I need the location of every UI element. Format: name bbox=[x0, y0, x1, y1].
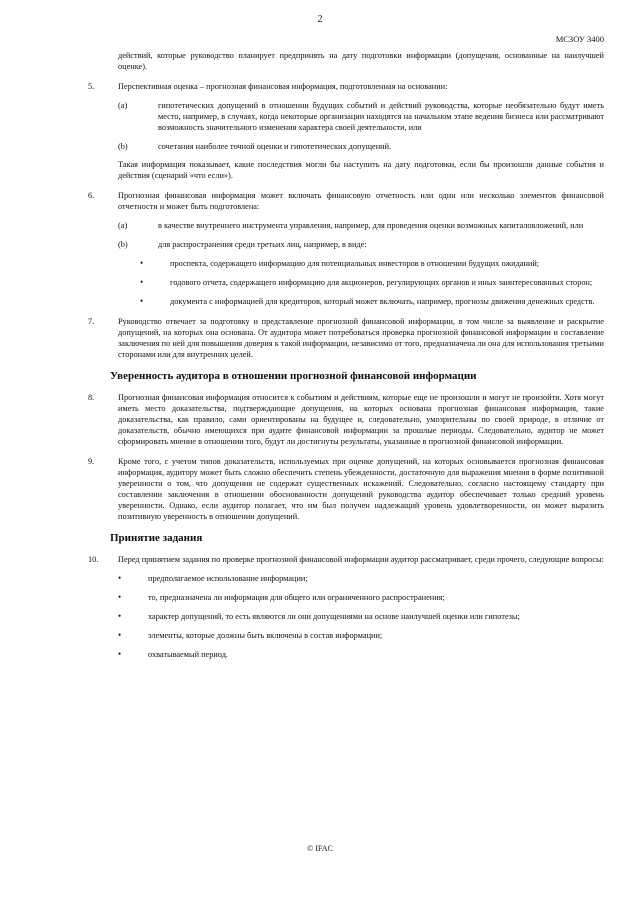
paragraph-text: Прогнозная финансовая информация относится к событиям и действиям, которые еще не произошли и могут не произойти. Хотя могут иметь место доказательства, подтверждающие допущения, на которых основана прогнозная финансовая информация, такие доказательства, как правило, сами ориентированы на будущее и, следовательно, умозрительны по своей природе, в отличие от доказательств, обычно имеющихся при аудите финансовой информации за прошлые периоды. Следовательно, аудитор не может сформировать мнение в отношении того, будут ли достигнуты результаты, указанные в прогнозной финансовой информации. bbox=[118, 393, 604, 446]
paragraph-8 bbox=[88, 392, 604, 447]
paragraph-7 bbox=[88, 316, 604, 360]
paragraph-5 bbox=[88, 81, 604, 181]
bullet-icon: • bbox=[140, 258, 144, 268]
section-heading: Уверенность аудитора в отношении прогнозной финансовой информации bbox=[110, 370, 477, 382]
subitem-label: (b) bbox=[118, 142, 128, 151]
bullet-icon: • bbox=[118, 649, 122, 659]
paragraph-number: 9. bbox=[88, 457, 95, 466]
paragraph-text: Кроме того, с учетом типов доказательств, используемых при оценке допущений, на которых основывается прогнозная финансовая информация, аудитору может быть сложно обеспечить степень убежденности, достаточную для выражения мнения в форме позитивной уверенности о том, что допущения не содержат существенных искажений. Следовательно, согласно настоящему стандарту при составлении заключения в отношении обоснованности допущений руководства аудитор обеспечивает только средний уровень уверенности. Однако, если аудитор полагает, что им был получен надлежащий уровень удовлетворенности, он может выразить позитивную уверенность в отношении допущений. bbox=[118, 457, 604, 521]
bullet-list bbox=[140, 258, 604, 307]
subitem-a bbox=[118, 220, 604, 231]
paragraph-text: Прогнозная финансовая информация может включать финансовую отчетность или один или несколько элементов финансовой отчетности и может быть подготовлена: bbox=[118, 191, 604, 211]
list-item: • элементы, которые должны быть включены в состав информации; bbox=[118, 630, 383, 640]
continuation-text: действий, которые руководство планирует предпринять на дату подготовки информации (допущения, основанные на наилучшей оценке). bbox=[118, 51, 604, 71]
subitem-text: в качестве внутреннего инструмента управления, например, для проведения оценки возможных капиталовложений, или bbox=[158, 221, 584, 230]
bullet-icon: • bbox=[140, 296, 144, 306]
list-item: • предполагаемое использование информации; bbox=[118, 573, 308, 583]
paragraph-text: Перед принятием задания по проверке прогнозной финансовой информации аудитор рассматривает, среди прочего, следующие вопросы: bbox=[118, 555, 604, 564]
list-item: • документа с информацией для кредиторов, который может включать, например, прогнозы движения денежных средств. bbox=[140, 296, 595, 306]
paragraph-9 bbox=[88, 456, 604, 522]
subitem-a bbox=[118, 100, 604, 133]
paragraph-number: 10. bbox=[88, 555, 99, 564]
subitem-text: сочетания наиболее точной оценки и гипотетических допущений. bbox=[158, 142, 392, 151]
bullet-icon: • bbox=[118, 611, 122, 621]
paragraph-10 bbox=[88, 554, 604, 660]
paragraph-6 bbox=[88, 190, 604, 307]
document-code: МСЗОУ 3400 bbox=[555, 34, 604, 44]
bullet-list bbox=[118, 573, 604, 660]
paragraph-number: 8. bbox=[88, 393, 95, 402]
subitem-label: (а) bbox=[118, 101, 128, 110]
bullet-icon: • bbox=[118, 573, 122, 583]
list-item: • то, предназначена ли информация для общего или ограниченного распространения; bbox=[118, 592, 445, 602]
paragraph-note: Такая информация показывает, какие последствия могли бы наступить на дату подготовки, если бы произошли данные события и действия (сценарий «что если»). bbox=[118, 160, 604, 180]
bullet-icon: • bbox=[140, 277, 144, 287]
page-number: 2 bbox=[317, 14, 323, 25]
subitem-label: (а) bbox=[118, 221, 128, 230]
bullet-icon: • bbox=[118, 630, 122, 640]
paragraph-number: 6. bbox=[88, 191, 95, 200]
subitem-label: (b) bbox=[118, 240, 128, 249]
subitem-text: гипотетических допущений в отношении будущих событий и действий руководства, которые необязательно будут иметь место, например, в случаях, когда некоторые организации находятся на начальном этапе ведения бизнеса или рассматривают возможность значительного изменения характера своей деятельности, или bbox=[158, 101, 604, 132]
paragraph-number: 7. bbox=[88, 317, 95, 326]
bullet-icon: • bbox=[118, 592, 122, 602]
paragraph-text: Перспективная оценка – прогнозная финансовая информация, подготовленная на основании: bbox=[118, 82, 448, 91]
subitem-b bbox=[118, 141, 604, 152]
section-heading: Принятие задания bbox=[110, 532, 203, 544]
paragraph-text: Руководство отвечает за подготовку и представление прогнозной финансовой информации, в том числе за выявление и раскрытие допущений, на которых она основана. От аудитора может потребоваться проверка прогнозной финансовой информации и составление заключения по ней для повышения доверия к такой информации, независимо от того, предназначена ли она для использования третьими сторонами или для внутренних целей. bbox=[118, 317, 604, 359]
subitem-text: для распространения среди третьих лиц, например, в виде: bbox=[158, 240, 367, 249]
list-item: • годового отчета, содержащего информацию для акционеров, регулирующих органов и иных заинтересованных сторон; bbox=[140, 277, 593, 287]
footer-copyright: © IFAC bbox=[307, 844, 333, 853]
list-item: • проспекта, содержащего информацию для потенциальных инвесторов в отношении будущих ожиданий; bbox=[140, 258, 540, 268]
paragraph-number: 5. bbox=[88, 82, 95, 91]
subitem-b bbox=[118, 239, 604, 250]
document-body bbox=[88, 50, 604, 660]
list-item: • охватываемый период. bbox=[118, 649, 228, 659]
list-item: • характер допущений, то есть являются ли они допущениями на основе наилучшей оценки или гипотезы; bbox=[118, 611, 520, 621]
